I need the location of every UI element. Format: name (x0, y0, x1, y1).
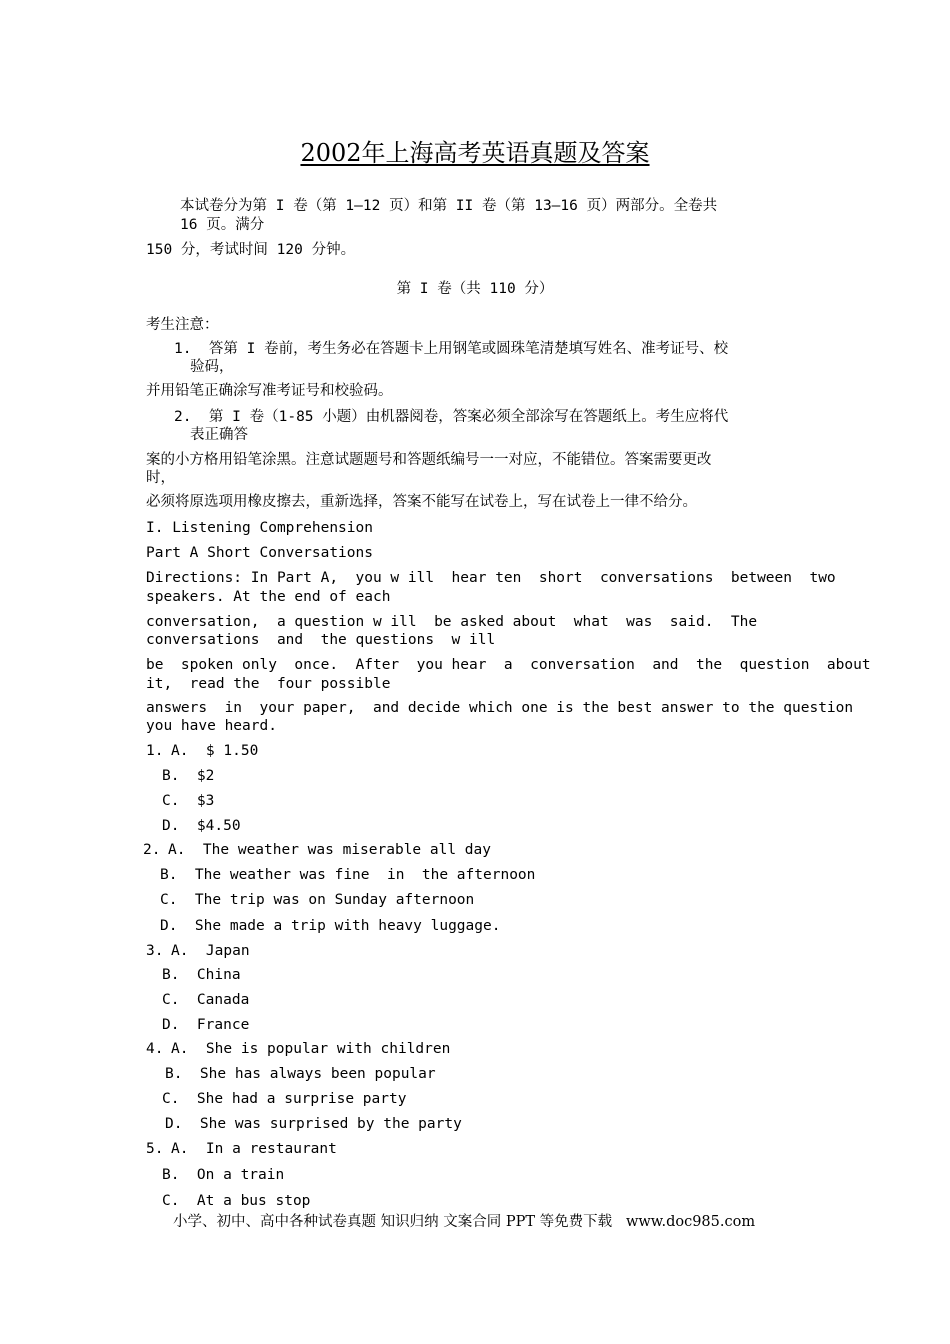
listening-heading: I. Listening Comprehension (146, 520, 373, 536)
answer-option: B. The weather was fine in the afternoon (160, 867, 536, 883)
answer-option: D. She made a trip with heavy luggage. (160, 918, 501, 934)
answer-option: B. She has always been popular (165, 1066, 436, 1082)
answer-option: D. France (162, 1017, 250, 1033)
page-footer: 小学、初中、高中各种试卷真题 知识归纳 文案合同 PPT 等免费下载 www.doc985.com (173, 1214, 756, 1230)
question-number: 2. (143, 842, 161, 858)
document-title: 2002年上海高考英语真题及答案 (300, 139, 650, 167)
directions-line: conversations and the questions w ill (146, 632, 496, 648)
question-number: 3. (146, 943, 164, 959)
directions-line: you have heard. (146, 718, 277, 734)
notice-item-2-cont4: 必须将原选项用橡皮擦去，重新选择，答案不能写在试卷上，写在试卷上一律不给分。 (146, 494, 697, 510)
answer-option: B. $2 (162, 768, 215, 784)
directions-line: conversation, a question w ill be asked about what was said. The (146, 614, 758, 630)
directions-line: answers in your paper, and decide which one is the best answer to the question (146, 700, 854, 716)
answer-option: D. $4.50 (162, 818, 241, 834)
intro-line-1: 本试卷分为第 I 卷（第 1—12 页）和第 II 卷（第 13—16 页）两部分。全卷共 (180, 198, 718, 214)
intro-line-1b: 16 页。满分 (180, 217, 265, 233)
answer-option: A. Japan (171, 943, 250, 959)
answer-option: C. At a bus stop (162, 1193, 311, 1209)
question-number: 4. (146, 1041, 164, 1057)
directions-line: it, read the four possible (146, 676, 391, 692)
notice-item-1-cont2: 并用铅笔正确涂写准考证号和校验码。 (146, 383, 393, 399)
answer-option: B. On a train (162, 1167, 285, 1183)
question-number: 5. (146, 1141, 164, 1157)
notice-item-1-cont: 验码， (190, 359, 234, 375)
question-number: 1. (146, 743, 164, 759)
notice-heading: 考生注意： (146, 317, 219, 333)
answer-option: A. She is popular with children (171, 1041, 451, 1057)
answer-option: C. The trip was on Sunday afternoon (160, 892, 475, 908)
answer-option: A. The weather was miserable all day (168, 842, 492, 858)
answer-option: A. $ 1.50 (171, 743, 259, 759)
answer-option: D. She was surprised by the party (165, 1116, 462, 1132)
section-title: 第 I 卷（共 110 分） (396, 281, 554, 297)
directions-line: Directions: In Part A, you w ill hear ten short conversations between two (146, 570, 836, 586)
directions-line: be spoken only once. After you hear a conversation and the question about (146, 657, 871, 673)
answer-option: B. China (162, 967, 241, 983)
answer-option: C. She had a surprise party (162, 1091, 407, 1107)
notice-item-2-cont2: 案的小方格用铅笔涂黑。注意试题题号和答题纸编号一一对应，不能错位。答案需要更改 (146, 452, 712, 468)
directions-line: speakers. At the end of each (146, 589, 391, 605)
answer-option: C. Canada (162, 992, 250, 1008)
part-a-heading: Part A Short Conversations (146, 545, 373, 561)
notice-item-2-cont3: 时， (146, 470, 175, 486)
notice-item-1: 1. 答第 I 卷前，考生务必在答题卡上用钢笔或圆珠笔清楚填写姓名、准考证号、校 (174, 341, 729, 357)
answer-option: A. In a restaurant (171, 1141, 337, 1157)
notice-item-2: 2. 第 I 卷（1-85 小题）由机器阅卷，答案必须全部涂写在答题纸上。考生应将代 (174, 409, 729, 425)
answer-option: C. $3 (162, 793, 215, 809)
intro-line-2: 150 分，考试时间 120 分钟。 (146, 242, 356, 258)
notice-item-2-cont: 表正确答 (190, 427, 248, 443)
